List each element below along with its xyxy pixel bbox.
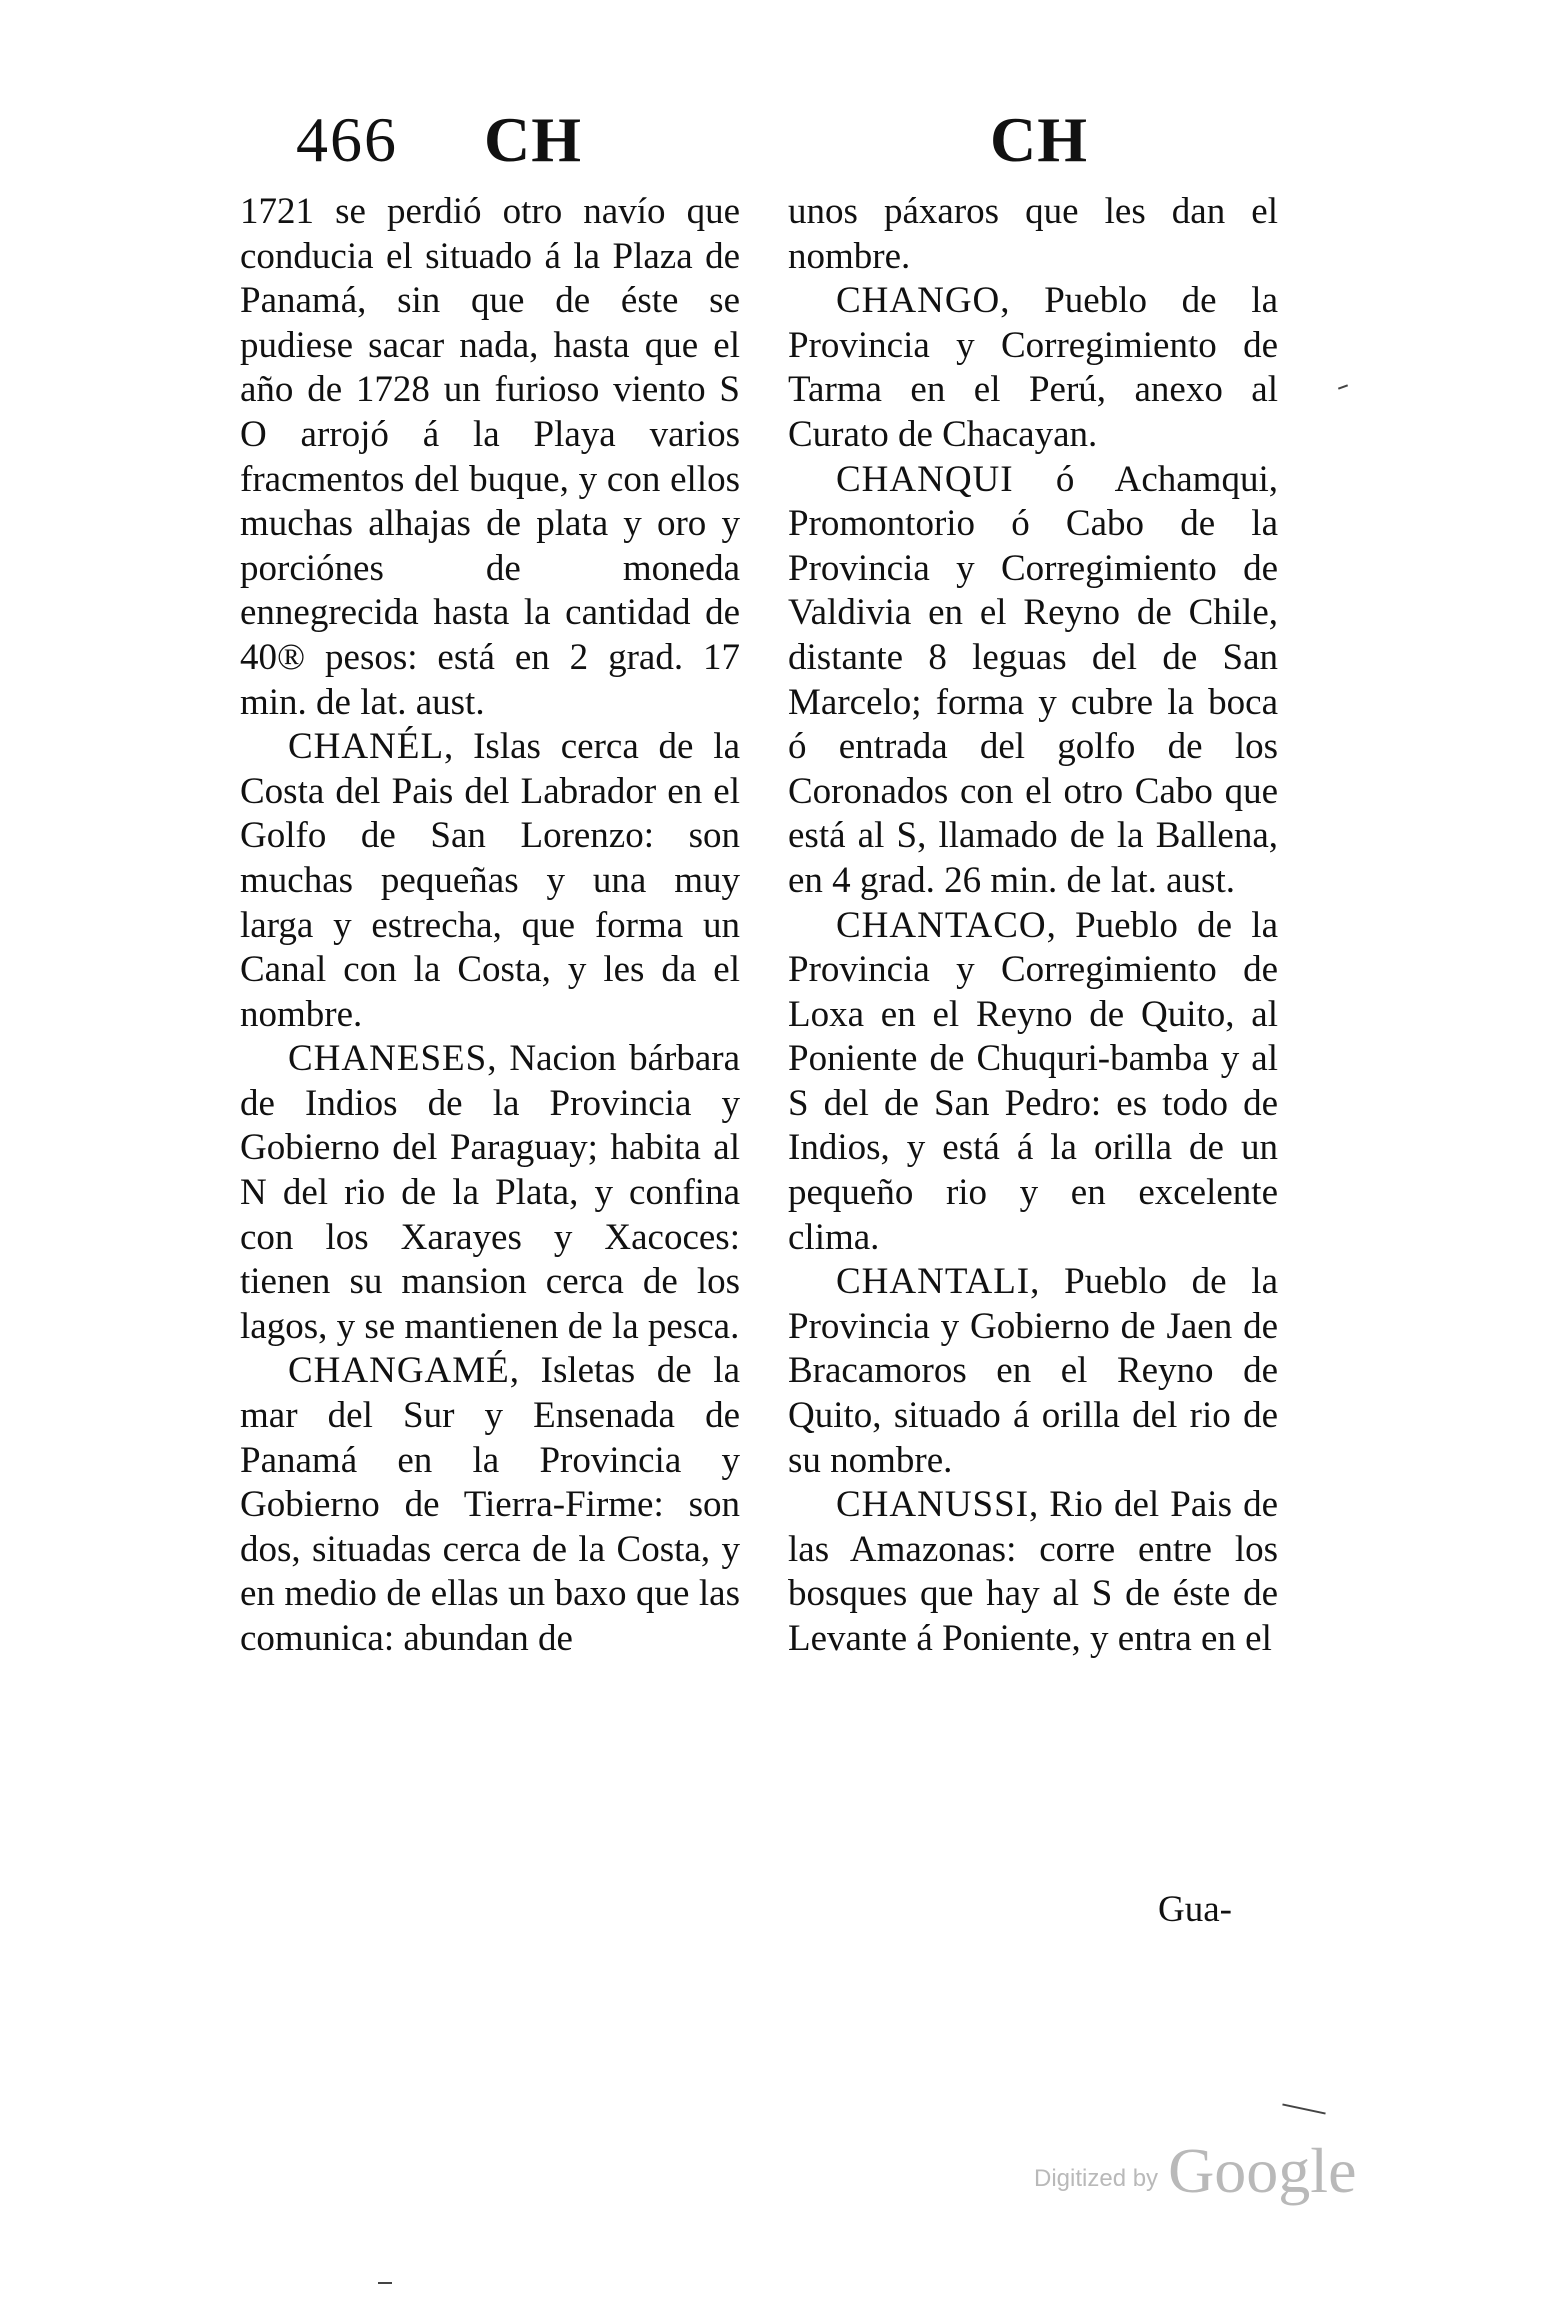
entry-text: unos páxaros que les dan el nombre. [788, 191, 1278, 277]
entry-text: 1721 se perdió otro navío que conducia el situado á la Plaza de Panamá, sin que de éste se pudiese sacar nada, hasta que el año de 1728 un furioso viento S O arrojó á la Playa varios fracmentos del buque, y con ellos muchas alhajas de plata y oro y porciónes de moneda ennegrecida hasta la cantidad de 40® pesos: está en 2 grad. 17 min. de lat. aust. [240, 191, 740, 723]
entry-headword: CHANGAMÉ [288, 1350, 510, 1392]
left-running-head: CH [484, 104, 582, 175]
entry-text: , Islas cerca de la Costa del Pais del Labrador en el Golfo de San Lorenzo: son muchas pequeñas y una muy larga y estrecha, que forma un Canal con la Costa, y les da el nombre. [240, 726, 740, 1035]
dictionary-entry [788, 279, 1278, 457]
entry-text: , Pueblo de la Provincia y Corregimiento de Tarma en el Perú, anexo al Curato de Chacayan. [788, 280, 1278, 455]
entry-text: , Rio del Pais de las Amazonas: corre entre los bosques que hay al S de éste de Levante á Poniente, y entra en el [788, 1484, 1278, 1659]
right-running-head: CH [990, 104, 1088, 175]
entry-text: , Pueblo de la Provincia y Gobierno de Jaen de Bracamoros en el Reyno de Quito, situado á orilla del rio de su nombre. [788, 1261, 1278, 1481]
left-text-column [240, 190, 740, 1662]
dictionary-entry [788, 458, 1278, 904]
scan-speck [1338, 384, 1348, 389]
entry-headword: CHANQUI [836, 458, 1014, 500]
dictionary-entry [240, 1037, 740, 1349]
dictionary-entry [240, 190, 740, 725]
dictionary-entry [240, 725, 740, 1037]
entry-headword: CHANTACO [836, 904, 1047, 946]
entry-text: ó Achamqui, Promontorio ó Cabo de la Provincia y Corregimiento de Valdivia en el Reyno de Chile, distante 8 leguas del de San Marcelo; forma y cubre la boca ó entrada del golfo de los Coronados con el otro Cabo que está al S, llamado de la Ballena, en 4 grad. 26 min. de lat. aust. [788, 458, 1278, 901]
entry-headword: CHANÉL [288, 726, 445, 768]
page-number: 466 [296, 104, 398, 175]
entry-headword: CHANGO [836, 280, 1001, 322]
entry-text: , Nacion bárbara de Indios de la Provincia y Gobierno del Paraguay; habita al N del rio de la Plata, y confina con los Xarayes y Xacoces: tienen su mansion cerca de los lagos, y se mantienen de la pesca. [240, 1038, 740, 1347]
watermark-prefix: Digitized by [1034, 2165, 1159, 2192]
entry-headword: CHANUSSI [836, 1484, 1030, 1526]
entry-headword: CHANESES [288, 1038, 488, 1080]
entry-text: , Pueblo de la Provincia y Corregimiento de Loxa en el Reyno de Quito, al Poniente de Chuquri-bamba y al S del de San Pedro: es todo de Indios, y está á la orilla de un pequeño rio y en excelente clima. [788, 904, 1278, 1258]
right-text-column [788, 190, 1278, 1662]
scan-speck [1282, 2103, 1325, 2114]
page-header [0, 0, 1551, 200]
dictionary-entry [788, 190, 1278, 279]
watermark-brand: Google [1168, 2135, 1357, 2206]
scan-speck [378, 2282, 392, 2284]
google-watermark [1034, 2134, 1356, 2208]
catchword: Gua- [1158, 1889, 1232, 1930]
dictionary-entry [788, 1260, 1278, 1483]
entry-text: , Isletas de la mar del Sur y Ensenada de Panamá en la Provincia y Gobierno de Tierra-Firme: son dos, situadas cerca de la Costa, y en medio de ellas un baxo que las comunica: abundan de [240, 1350, 740, 1659]
dictionary-entry [788, 904, 1278, 1261]
dictionary-entry [240, 1349, 740, 1661]
dictionary-entry [788, 1483, 1278, 1661]
entry-headword: CHANTALI [836, 1261, 1031, 1303]
